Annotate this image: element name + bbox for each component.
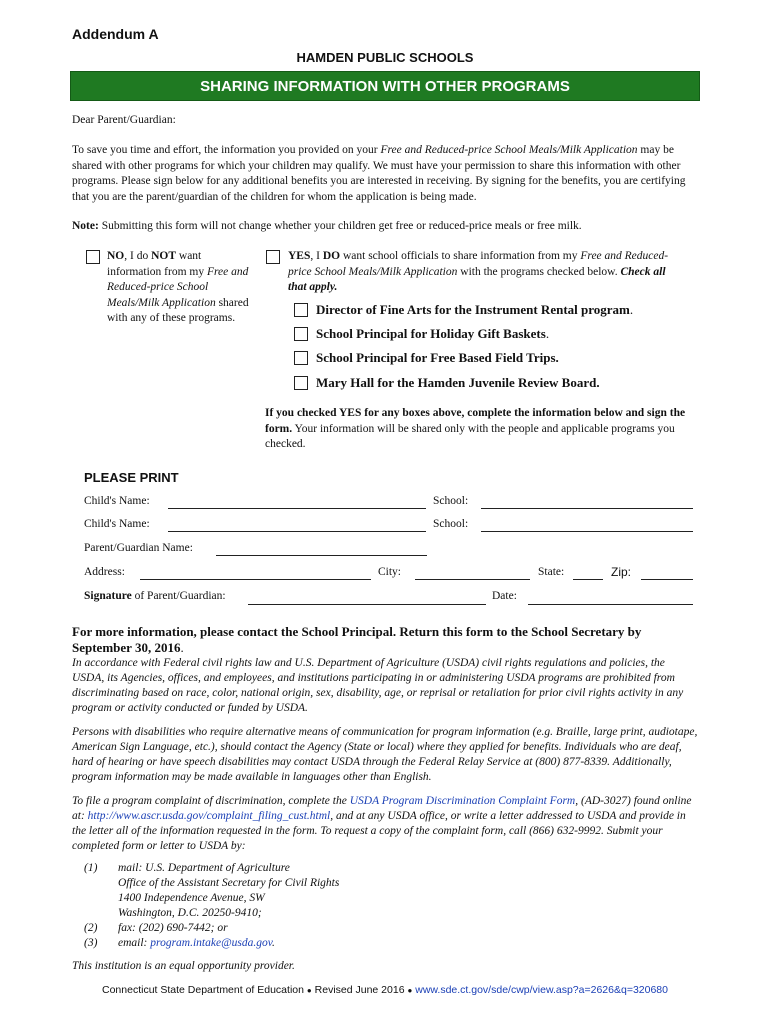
email-number: (3) [84, 937, 98, 949]
mail-address-block: mail: U.S. Department of Agriculture Office of the Assistant Secretary for Civil Rights 1400 Independence Avenue, SW Washington, D.C. 20250-9410; [118, 862, 340, 919]
child-name-label-2: Child's Name: [84, 518, 150, 530]
child-name-label-1: Child's Name: [84, 495, 150, 507]
state-field[interactable] [573, 579, 603, 580]
intro-paragraph: To save you time and effort, the information you provided on your Free and Reduced-price School Meals/Milk Application may be shared with other programs for which your children may qualify. We must have your permission to share this information with other programs. Please sign below for any additional benefits you are interested in receiving. By signing for the benefits, you are certifying that you are the parent/guardian of the children for whom the application is being made. [72, 144, 686, 203]
state-label: State: [538, 566, 565, 578]
program-checkbox-field-trips[interactable] [294, 351, 308, 365]
school-label-2: School: [433, 518, 469, 530]
yes-checkbox[interactable] [266, 250, 280, 264]
zip-label: Zip: [611, 565, 632, 579]
fax-number: (2) [84, 922, 98, 934]
note-paragraph: Note: Submitting this form will not change whether your children get free or reduced-price meals or free milk. [72, 220, 582, 232]
signature-label: Signature of Parent/Guardian: [84, 590, 226, 602]
school-name: HAMDEN PUBLIC SCHOOLS [296, 50, 474, 65]
parent-name-field[interactable] [216, 555, 427, 556]
city-label: City: [378, 566, 402, 578]
signature-field[interactable] [248, 604, 486, 605]
bullet-icon: ● [407, 986, 413, 995]
child-name-field-2[interactable] [168, 531, 426, 532]
child-name-field-1[interactable] [168, 508, 426, 509]
program-label-gift-baskets: School Principal for Holiday Gift Baskets. [316, 326, 550, 341]
parent-name-label: Parent/Guardian Name: [84, 542, 193, 554]
program-checkbox-fine-arts[interactable] [294, 303, 308, 317]
no-option-text: NO, I do NOT want information from my Free and Reduced-price School Meals/Milk Application shared with any of these programs. [107, 250, 249, 324]
equal-opportunity-statement: This institution is an equal opportunity provider. [72, 960, 295, 972]
city-field[interactable] [415, 579, 530, 580]
bullet-icon: ● [306, 986, 312, 995]
note-label: Note: [72, 220, 99, 232]
page-footer: Connecticut State Department of Education ● Revised June 2016 ● www.sde.ct.gov/sde/cwp/view.asp?a=2626&q=320680 [102, 984, 668, 996]
greeting: Dear Parent/Guardian: [72, 114, 176, 126]
program-label-juvenile-review: Mary Hall for the Hamden Juvenile Review Board. [316, 375, 600, 390]
yes-option-text: YES, I DO want school officials to share information from my Free and Reduced-price School Meals/Milk Application with the programs checked below. Check all that apply. [288, 250, 669, 293]
email-link[interactable]: program.intake@usda.gov [150, 937, 272, 949]
address-field[interactable] [140, 579, 371, 580]
title-banner: SHARING INFORMATION WITH OTHER PROGRAMS [70, 71, 700, 101]
school-field-2[interactable] [481, 531, 693, 532]
if-checked-instructions: If you checked YES for any boxes above, complete the information below and sign the form. Your information will be shared only with the people and applicable programs you checked. [265, 407, 686, 450]
email-line: email: program.intake@usda.gov. [118, 937, 275, 949]
please-print-heading: PLEASE PRINT [84, 470, 179, 485]
program-label-fine-arts: Director of Fine Arts for the Instrument Rental program. [316, 302, 634, 317]
date-field[interactable] [528, 604, 693, 605]
application-name: Free and Reduced-price School Meals/Milk Application [380, 144, 638, 156]
footer-url-link[interactable]: www.sde.ct.gov/sde/cwp/view.asp?a=2626&q=320680 [415, 984, 668, 996]
school-label-1: School: [433, 495, 469, 507]
program-checkbox-juvenile-review[interactable] [294, 376, 308, 390]
complaint-form-link[interactable]: USDA Program Discrimination Complaint Form [349, 795, 576, 807]
disabilities-statement: Persons with disabilities who require alternative means of communication for program information (e.g. Braille, large print, audiotape, American Sign Language, etc.), should contact the Agency (State or local) where they applied for benefits. Individuals who are deaf, hard of hearing or have speech disabilities may contact USDA through the Federal Relay Service at (800) 877-8339. Additionally, program information may be made available in languages other than English. [72, 726, 698, 783]
contact-instructions: For more information, please contact the School Principal. Return this form to the School Secretary by September 30, 2016. [72, 624, 642, 655]
civil-rights-statement: In accordance with Federal civil rights law and U.S. Department of Agriculture (USDA) civil rights regulations and policies, the USDA, its Agencies, offices, and employees, and institutions participating in or administering USDA programs are prohibited from discriminating based on race, color, national origin, sex, disability, age, or reprisal or retaliation for prior civil rights activity in any program or activity conducted or funded by USDA. [72, 657, 684, 714]
school-field-1[interactable] [481, 508, 693, 509]
date-label: Date: [492, 590, 517, 602]
complaint-url-link[interactable]: http://www.ascr.usda.gov/complaint_filing_cust.html [87, 810, 331, 822]
fax-line: fax: (202) 690-7442; or [118, 922, 228, 934]
complaint-statement: To file a program complaint of discrimination, complete the USDA Program Discrimination Complaint Form, (AD-3027) found online at: http://www.ascr.usda.gov/complaint_filing_cust.html, and at any USDA office, or write a letter addressed to USDA and provide in the letter all of the information requested in the form. To request a copy of the complaint form, call (866) 632-9992. Submit your completed form or letter to USDA by: [72, 795, 692, 852]
program-checkbox-gift-baskets[interactable] [294, 327, 308, 341]
address-label: Address: [84, 566, 125, 578]
no-checkbox[interactable] [86, 250, 100, 264]
program-label-field-trips: School Principal for Free Based Field Trips. [316, 350, 559, 365]
zip-field[interactable] [641, 579, 693, 580]
addendum-label: Addendum A [72, 26, 159, 42]
mail-number: (1) [84, 862, 98, 874]
